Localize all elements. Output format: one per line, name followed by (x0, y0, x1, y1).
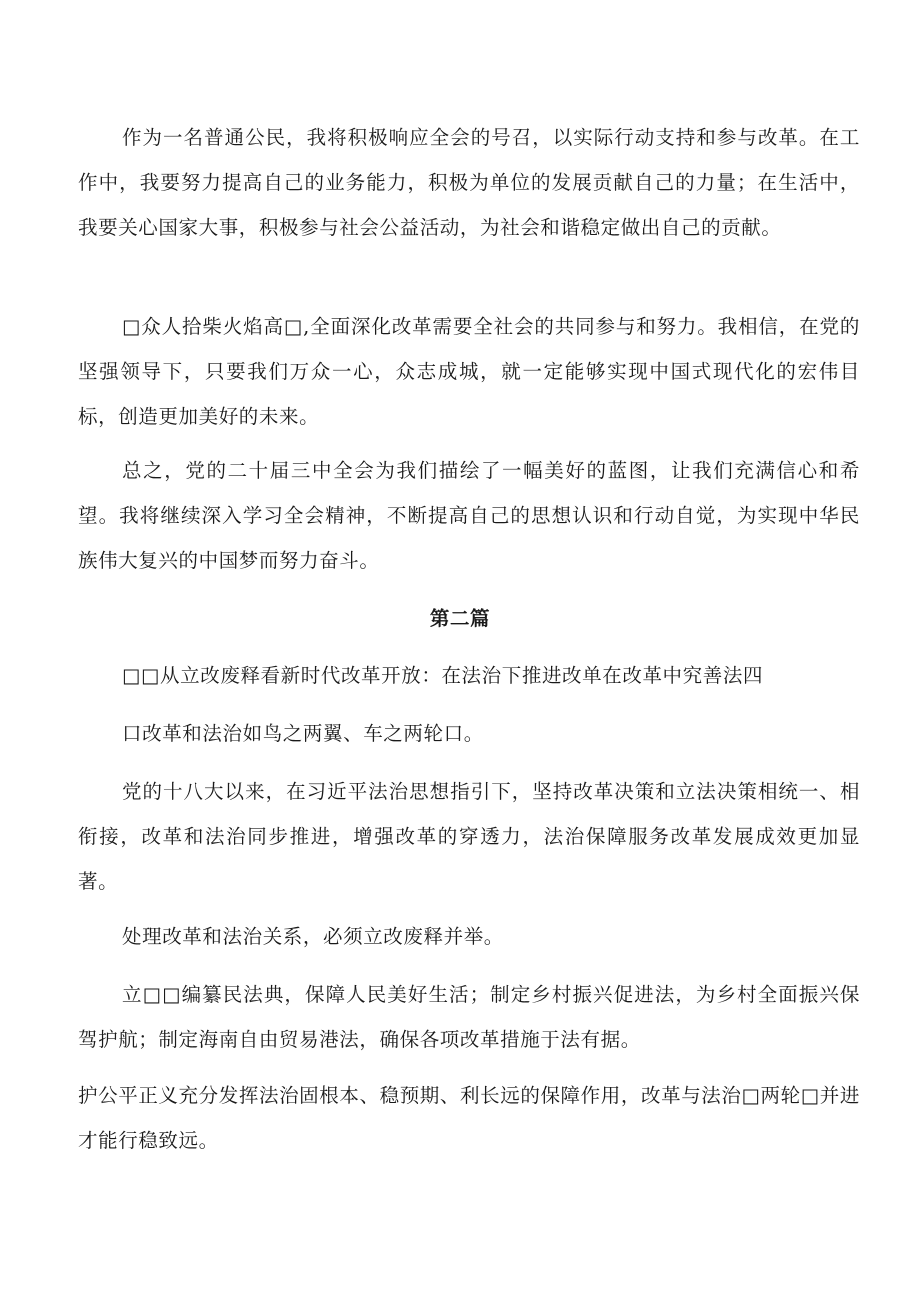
paragraph-fairness-justice: 护公平正义充分发挥法治固根本、稳预期、利长远的保障作用，改革与法治□两轮□并进才能行稳致远。 (78, 1084, 860, 1152)
paragraph-civil-code: 立□□编纂民法典，保障人民美好生活；制定乡村振兴促进法，为乡村全面振兴保驾护航；制定海南自由贸易港法，确保各项改革措施于法有据。 (78, 983, 860, 1051)
paragraph-collective-effort: □众人拾柴火焰高□,全面深化改革需要全社会的共同参与和努力。我相信，在党的坚强领导下，只要我们万众一心，众志成城，就一定能够实现中国式现代化的宏伟目标，创造更加美好的未来。 (78, 315, 860, 428)
paragraph-section-subtitle: □□从立改废释看新时代改革开放：在法治下推进改单在改革中究善法四 (122, 664, 764, 687)
paragraph-two-wings: 口改革和法治如鸟之两翼、车之两轮口。 (122, 722, 484, 745)
paragraph-since-18th-congress: 党的十八大以来，在习近平法治思想指引下，坚持改革决策和立法决策相统一、相衔接，改革和法治同步推进，增强改革的穿透力，法治保障服务改革发展成效更加显著。 (78, 780, 860, 893)
section-title: 第二篇 (429, 607, 491, 630)
paragraph-citizen-participation: 作为一名普通公民，我将积极响应全会的号召，以实际行动支持和参与改革。在工作中，我要努力提高自己的业务能力，积极为单位的发展贡献自己的力量；在生活中，我要关心国家大事，积极参与社会公益活动，为社会和谐稳定做出自己的贡献。 (78, 126, 860, 239)
paragraph-reform-law-relation: 处理改革和法治关系，必须立改废释并举。 (122, 925, 504, 948)
paragraph-conclusion: 总之，党的二十届三中全会为我们描绘了一幅美好的蓝图，让我们充满信心和希望。我将继续深入学习全会精神，不断提高自己的思想认识和行动自觉，为实现中华民族伟大复兴的中国梦而努力奋斗。 (78, 459, 860, 572)
